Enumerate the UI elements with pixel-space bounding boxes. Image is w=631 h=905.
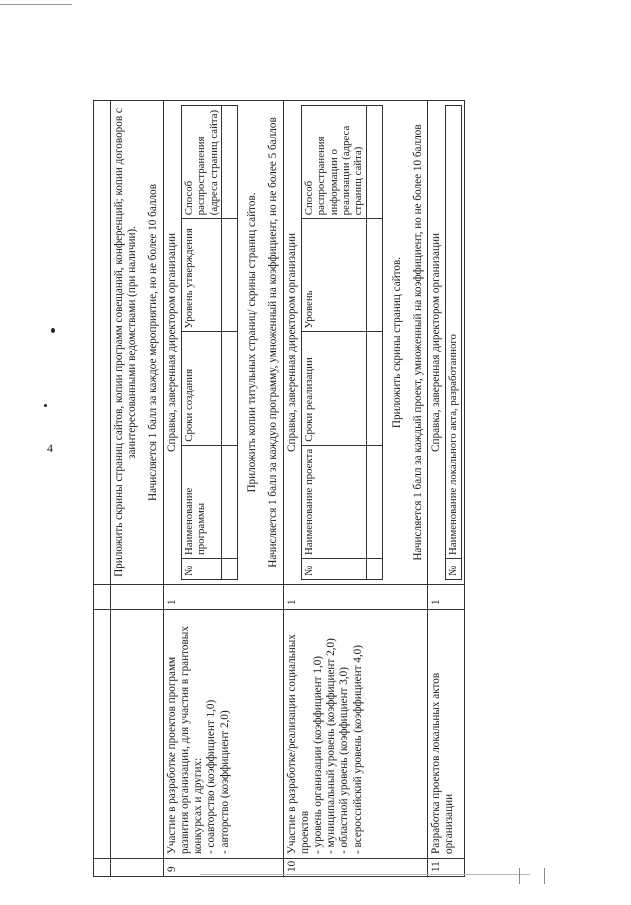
- table-row: [283, 101, 428, 877]
- criterion-text: Участие в разработке проектов программ развития организации, для участия в грантовых конкурсах и других:: [165, 626, 205, 854]
- evidence-text: Приложить скрины страниц сайтов, копии программ совещаний, конференций; копии договоров с заинтересованными ведомствами (при наличии).: [113, 108, 139, 577]
- criterion-cell: [283, 610, 428, 859]
- points-rule: Начисляется 1 балл за каждое мероприятие, но не более 10 баллов: [147, 184, 160, 501]
- scan-speck: [51, 328, 55, 333]
- criterion-cell: [94, 610, 111, 859]
- max-score: 1: [428, 585, 465, 610]
- scan-edge-line: [0, 4, 72, 5]
- program-table: [181, 105, 238, 580]
- table-row: [94, 101, 111, 877]
- list-item: - уровень организации (коэффициент 1,0): [311, 655, 324, 854]
- coefficient-list: [312, 614, 365, 854]
- header-cell: №: [301, 559, 366, 580]
- certificate-label: Справка, заверенная директором организации: [430, 233, 443, 452]
- criterion-text: Участие в разработке/реализации социальных проектов: [285, 634, 311, 854]
- list-item: - авторство (коэффициент 2,0): [218, 710, 231, 854]
- scan-edge-line: [200, 874, 530, 875]
- evidence-cell: [283, 101, 428, 585]
- points-rule: Начисляется 1 балл за каждую программу, умноженный на коэффициент, но не более 5 баллов: [267, 117, 280, 568]
- rotated-table-sheet: [93, 100, 543, 877]
- scan-edge-tick: [544, 868, 545, 884]
- header-cell: Наименование локального акта, разработанного: [446, 106, 461, 559]
- certificate-label: Справка, заверенная директором организации: [165, 233, 178, 452]
- page-number: 4: [47, 441, 53, 455]
- table-row: [428, 101, 465, 877]
- project-table: [301, 105, 383, 580]
- evidence-text: Приложить скрины страниц сайтов.: [390, 256, 403, 429]
- evidence-cell: [428, 101, 465, 585]
- max-score: 1: [283, 585, 428, 610]
- table-row: [111, 101, 164, 877]
- header-cell: №: [181, 559, 221, 580]
- number-cell: [94, 859, 111, 877]
- header-cell: Наименование программы: [181, 445, 221, 558]
- header-cell: Уровень утверждения: [181, 219, 221, 332]
- max-score: 1: [163, 585, 283, 610]
- evidence-cell: [111, 101, 164, 585]
- header-cell: Уровень: [301, 219, 366, 332]
- list-item: - всероссийский уровень (коэффициент 4,0): [351, 644, 364, 854]
- evidence-cell: [94, 101, 111, 585]
- evidence-text: Приложить копии титульных страниц/ скрины страниц сайтов.: [246, 192, 259, 493]
- criterion-cell: [163, 610, 283, 859]
- row-number: 10: [283, 859, 428, 877]
- scan-edge-tick: [519, 868, 520, 884]
- criterion-text: Разработка проектов локальных актов организации: [428, 610, 465, 859]
- list-item: - областной уровень (коэффициент 3,0): [338, 667, 351, 854]
- list-item: - муниципальный уровень (коэффициент 2,0): [325, 638, 338, 854]
- header-cell: Сроки реализации: [301, 332, 366, 445]
- table-row: [163, 101, 283, 877]
- header-cell: Сроки создания: [181, 332, 221, 445]
- points-rule: Начисляется 1 балл за каждый проект, умноженный на коэффициент, но не более 10 баллов: [412, 124, 424, 561]
- header-cell: Наименование проекта: [301, 445, 366, 558]
- header-cell: №: [446, 559, 461, 580]
- evidence-cell: [163, 101, 283, 585]
- row-number: 9: [163, 859, 283, 877]
- certificate-label: Справка, заверенная директором организации: [285, 233, 298, 452]
- scan-speck: [44, 404, 47, 407]
- row-number: 11: [428, 859, 465, 877]
- max-cell: [94, 585, 111, 610]
- criteria-table: [93, 100, 465, 877]
- header-cell: Способ распространения (адреса страниц сайта): [181, 106, 221, 219]
- header-cell: Способ распространения информации о реализации (адреса страниц сайта): [301, 106, 366, 219]
- coefficient-list: [205, 614, 231, 854]
- list-item: - соавторство (коэффициент 1,0): [205, 699, 218, 854]
- local-acts-table: [445, 105, 461, 580]
